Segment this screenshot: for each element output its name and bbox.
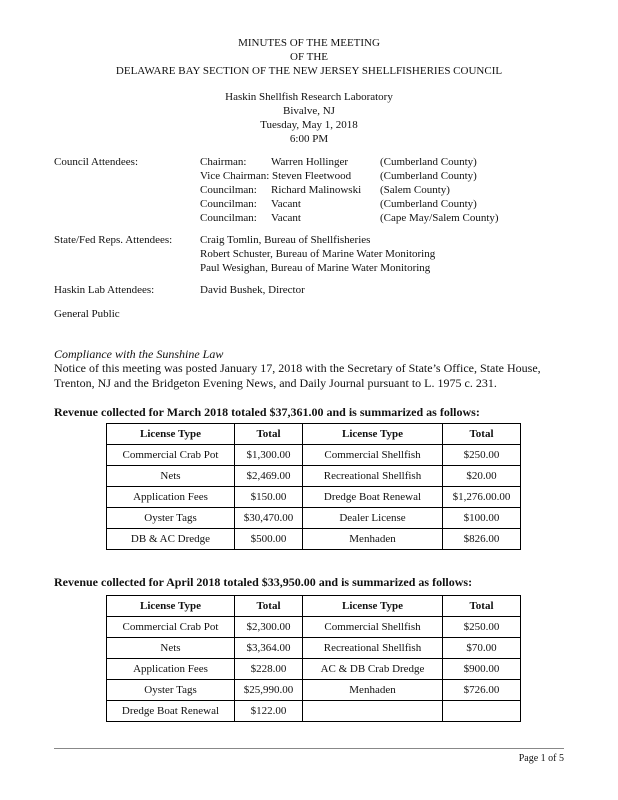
table-cell: $20.00 <box>443 466 521 487</box>
table-cell: DB & AC Dredge <box>107 529 235 550</box>
column-header: Total <box>443 596 521 617</box>
table-row <box>107 680 521 701</box>
table-cell: Dredge Boat Renewal <box>303 487 443 508</box>
table-header-row <box>107 596 521 617</box>
column-header: Total <box>235 424 303 445</box>
general-public-label: General Public <box>54 308 120 320</box>
council-county: (Cumberland County) <box>380 170 477 182</box>
column-header: Total <box>443 424 521 445</box>
table-cell: Commercial Shellfish <box>303 445 443 466</box>
table-cell: Oyster Tags <box>107 680 235 701</box>
table-cell: Oyster Tags <box>107 508 235 529</box>
council-role: Chairman: <box>200 156 247 168</box>
council-county: (Cumberland County) <box>380 198 477 210</box>
table-cell: Nets <box>107 466 235 487</box>
sunshine-line-2: Trenton, NJ and the Bridgeton Evening News, and Daily Journal pursuant to L. 1975 c. 231. <box>54 376 497 390</box>
table-cell: $826.00 <box>443 529 521 550</box>
table-row <box>107 701 521 722</box>
council-role: Vice Chairman: <box>200 170 270 182</box>
april-revenue-heading: Revenue collected for April 2018 totaled $33,950.00 and is summarized as follows: <box>54 575 473 589</box>
table-cell: Recreational Shellfish <box>303 466 443 487</box>
table-cell: $25,990.00 <box>235 680 303 701</box>
meeting-time: 6:00 PM <box>289 133 329 145</box>
state-rep-name: Craig Tomlin, Bureau of Shellfisheries <box>200 234 371 246</box>
table-cell: $1,300.00 <box>235 445 303 466</box>
table-cell: Commercial Crab Pot <box>107 445 235 466</box>
table-cell: $3,364.00 <box>235 638 303 659</box>
haskin-attendee-name: David Bushek, Director <box>200 284 305 296</box>
meeting-date: Tuesday, May 1, 2018 <box>260 119 358 131</box>
title-line-2: OF THE <box>290 51 328 63</box>
april-revenue-table <box>106 595 521 722</box>
state-rep-name: Paul Wesighan, Bureau of Marine Water Monitoring <box>200 262 431 274</box>
table-cell: $250.00 <box>443 617 521 638</box>
column-header: License Type <box>303 424 443 445</box>
table-row <box>107 529 521 550</box>
table-cell: Application Fees <box>107 659 235 680</box>
table-cell: Commercial Crab Pot <box>107 617 235 638</box>
table-cell <box>303 701 443 722</box>
column-header: License Type <box>107 596 235 617</box>
council-name: Vacant <box>271 198 301 210</box>
march-revenue-table <box>106 423 521 550</box>
table-cell: $122.00 <box>235 701 303 722</box>
table-cell: $150.00 <box>235 487 303 508</box>
state-reps-label: State/Fed Reps. Attendees: <box>54 234 173 246</box>
table-row <box>107 487 521 508</box>
table-cell: $900.00 <box>443 659 521 680</box>
table-row <box>107 466 521 487</box>
council-name: Warren Hollinger <box>271 156 348 168</box>
table-header-row <box>107 424 521 445</box>
council-attendees-label: Council Attendees: <box>54 156 139 168</box>
table-cell: Recreational Shellfish <box>303 638 443 659</box>
council-name: Vacant <box>271 212 301 224</box>
table-cell: $2,469.00 <box>235 466 303 487</box>
council-county: (Salem County) <box>380 184 450 196</box>
table-row <box>107 508 521 529</box>
table-row <box>107 638 521 659</box>
council-name: Richard Malinowski <box>271 184 362 196</box>
table-row <box>107 445 521 466</box>
table-cell: $500.00 <box>235 529 303 550</box>
table-cell: $250.00 <box>443 445 521 466</box>
column-header: License Type <box>107 424 235 445</box>
table-cell: Application Fees <box>107 487 235 508</box>
title-line-1: MINUTES OF THE MEETING <box>238 37 380 49</box>
column-header: Total <box>235 596 303 617</box>
table-cell: $100.00 <box>443 508 521 529</box>
location-line-1: Haskin Shellfish Research Laboratory <box>225 91 393 103</box>
state-rep-name: Robert Schuster, Bureau of Marine Water Monitoring <box>200 248 436 260</box>
march-revenue-heading: Revenue collected for March 2018 totaled $37,361.00 and is summarized as follows: <box>54 405 480 419</box>
table-cell: $228.00 <box>235 659 303 680</box>
footer-rule <box>54 748 564 749</box>
table-cell: $30,470.00 <box>235 508 303 529</box>
table-cell <box>443 701 521 722</box>
table-cell: Dredge Boat Renewal <box>107 701 235 722</box>
table-cell: $1,276.00.00 <box>443 487 521 508</box>
table-cell: Dealer License <box>303 508 443 529</box>
table-row <box>107 617 521 638</box>
sunshine-line-1: Notice of this meeting was posted January 17, 2018 with the Secretary of State’s Office, State House, <box>54 361 541 375</box>
table-cell: Nets <box>107 638 235 659</box>
council-county: (Cape May/Salem County) <box>380 212 499 224</box>
council-role: Councilman: <box>200 184 257 196</box>
table-cell: $2,300.00 <box>235 617 303 638</box>
page-number: Page 1 of 5 <box>518 753 564 764</box>
table-cell: Menhaden <box>303 529 443 550</box>
location-line-2: Bivalve, NJ <box>283 105 335 117</box>
haskin-attendees-label: Haskin Lab Attendees: <box>54 284 155 296</box>
council-name: Steven Fleetwood <box>272 170 352 182</box>
table-cell: $726.00 <box>443 680 521 701</box>
table-cell: AC & DB Crab Dredge <box>303 659 443 680</box>
council-role: Councilman: <box>200 198 257 210</box>
table-row <box>107 659 521 680</box>
council-role: Councilman: <box>200 212 257 224</box>
sunshine-heading: Compliance with the Sunshine Law <box>54 347 224 361</box>
council-county: (Cumberland County) <box>380 156 477 168</box>
table-cell: $70.00 <box>443 638 521 659</box>
table-cell: Commercial Shellfish <box>303 617 443 638</box>
title-line-3: DELAWARE BAY SECTION OF THE NEW JERSEY SHELLFISHERIES COUNCIL <box>115 65 503 77</box>
column-header: License Type <box>303 596 443 617</box>
table-cell: Menhaden <box>303 680 443 701</box>
